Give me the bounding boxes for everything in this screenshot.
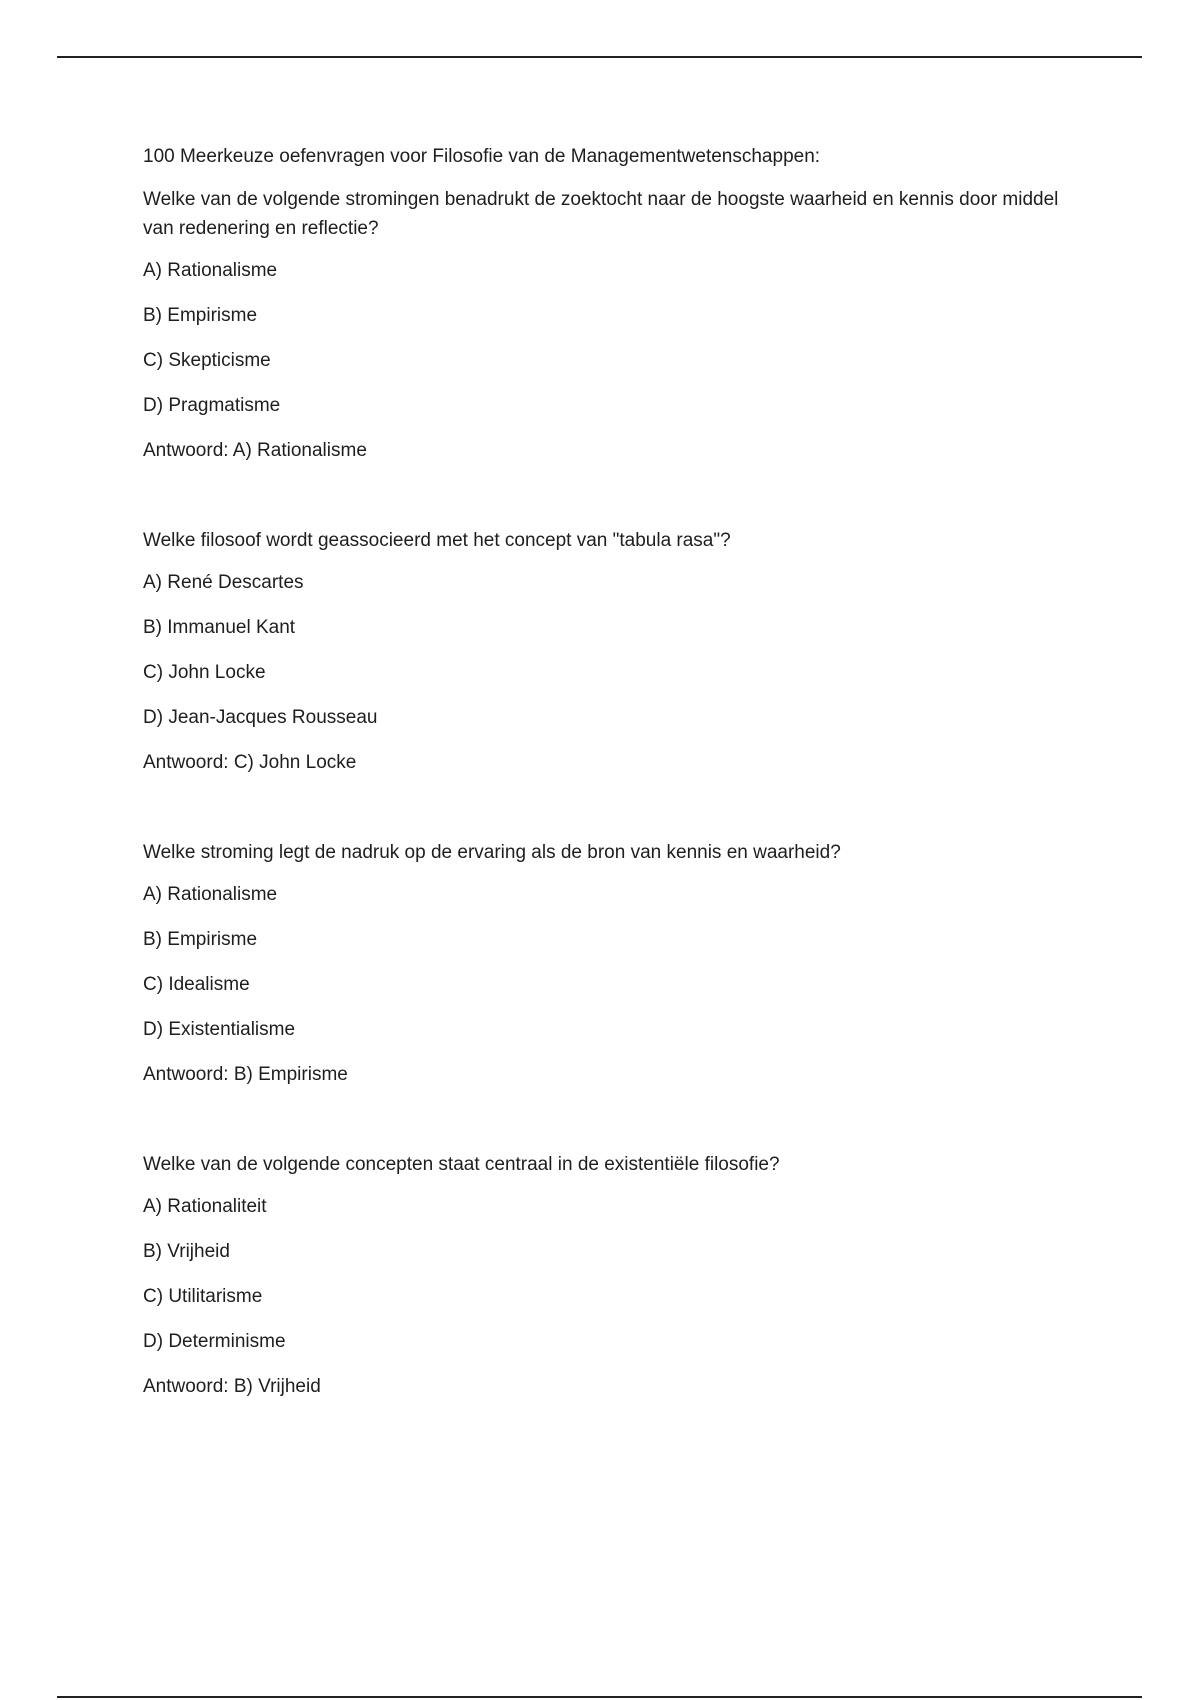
document-intro: 100 Meerkeuze oefenvragen voor Filosofie van de Managementwetenschappen: [143, 146, 821, 167]
option-b: B) Empirisme [143, 305, 258, 326]
answer-text: Antwoord: C) John Locke [143, 752, 357, 773]
answer-text: Antwoord: B) Empirisme [143, 1064, 348, 1085]
option-c: C) Skepticisme [143, 350, 271, 371]
question-text: Welke van de volgende concepten staat centraal in de existentiële filosofie? [143, 1154, 780, 1175]
question-text: Welke stroming legt de nadruk op de ervaring als de bron van kennis en waarheid? [143, 842, 841, 863]
option-b: B) Vrijheid [143, 1241, 230, 1262]
option-b: B) Immanuel Kant [143, 617, 296, 638]
option-d: D) Pragmatisme [143, 395, 281, 416]
option-d: D) Jean-Jacques Rousseau [143, 707, 378, 728]
option-a: A) René Descartes [143, 572, 304, 593]
option-c: C) Utilitarisme [143, 1286, 263, 1307]
option-a: A) Rationaliteit [143, 1196, 267, 1217]
option-d: D) Existentialisme [143, 1019, 296, 1040]
question-text: Welke van de volgende stromingen benadrukt de zoektocht naar de hoogste waarheid en kennis door middel van redenering en reflectie? [143, 189, 1059, 239]
option-d: D) Determinisme [143, 1331, 286, 1352]
header-rule [57, 56, 1142, 58]
answer-text: Antwoord: A) Rationalisme [143, 440, 367, 461]
question-block-3 [143, 838, 1073, 1089]
option-c: C) Idealisme [143, 974, 250, 995]
question-block-2 [143, 526, 1073, 777]
answer-text: Antwoord: B) Vrijheid [143, 1376, 321, 1397]
option-c: C) John Locke [143, 662, 266, 683]
option-b: B) Empirisme [143, 929, 258, 950]
question-block-1 [143, 185, 1073, 465]
question-text: Welke filosoof wordt geassocieerd met het concept van "tabula rasa"? [143, 530, 731, 551]
footer-rule [57, 1696, 1142, 1698]
option-a: A) Rationalisme [143, 884, 278, 905]
question-block-4 [143, 1150, 1073, 1401]
document-body [143, 142, 1073, 1462]
option-a: A) Rationalisme [143, 260, 278, 281]
